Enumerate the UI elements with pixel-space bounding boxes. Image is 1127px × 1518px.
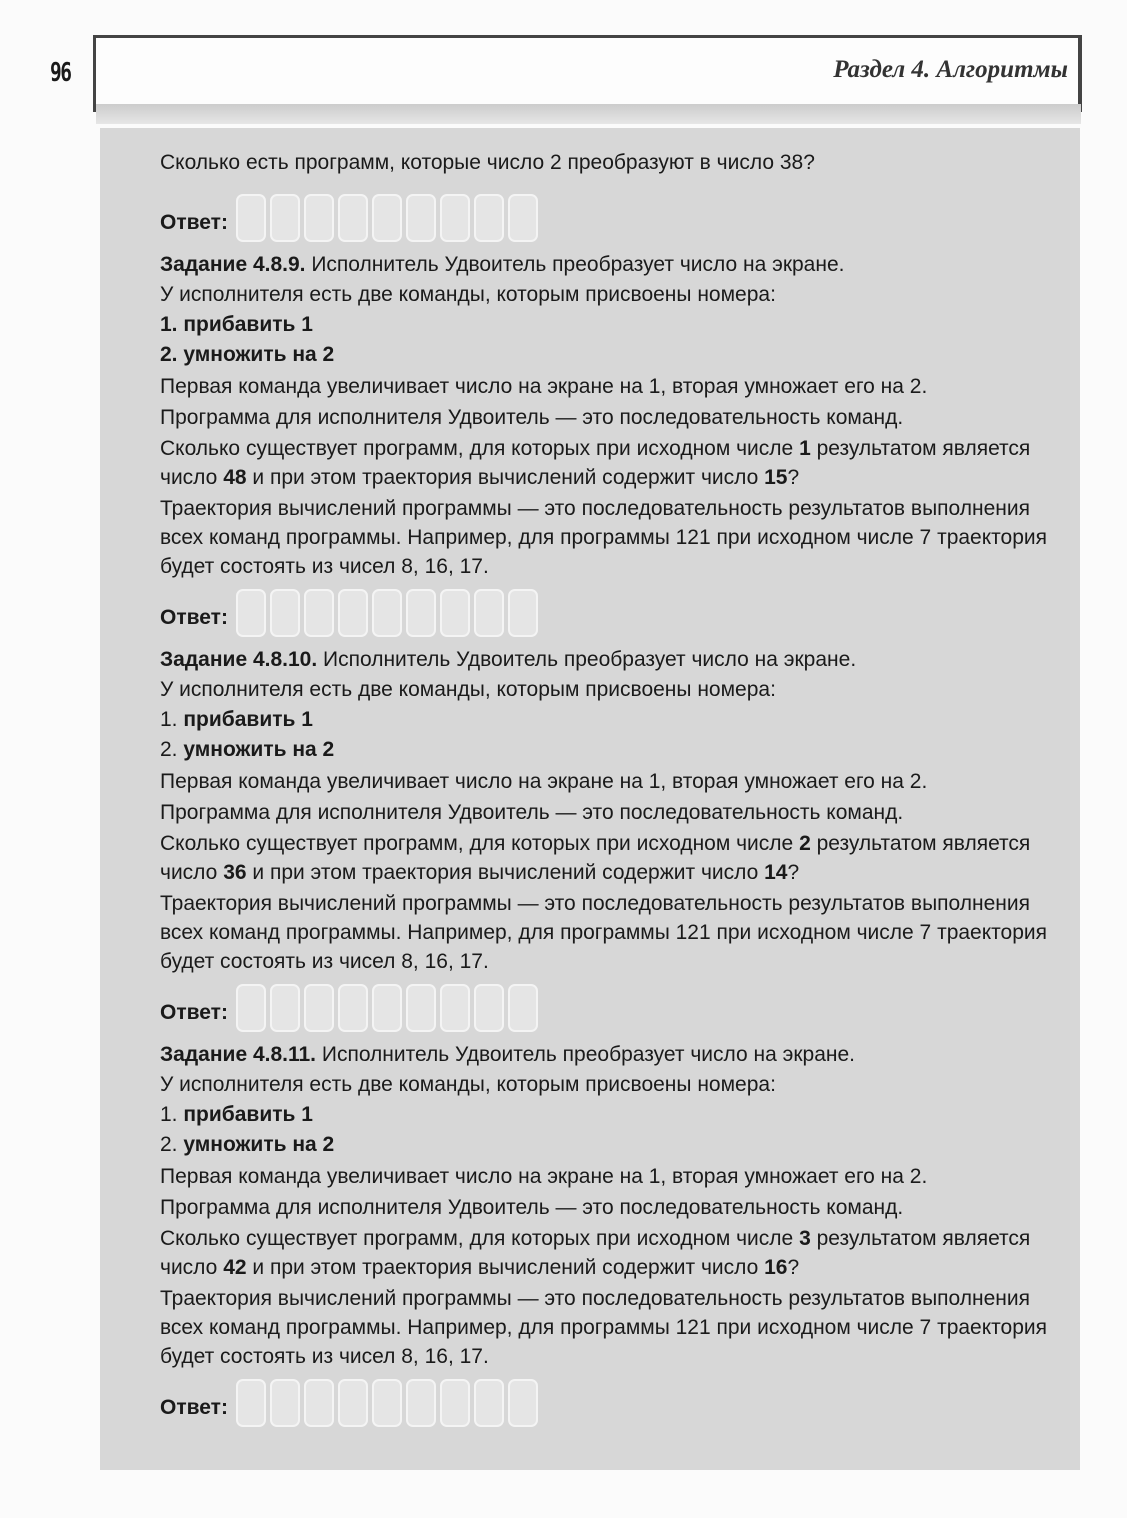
via-number: 15 (764, 466, 788, 489)
target-number: 36 (223, 861, 247, 884)
answer-row (160, 1371, 1075, 1427)
answer-cell[interactable] (270, 589, 300, 637)
task-4-8-11 (160, 1040, 1075, 1427)
task-4-8-10 (160, 645, 1075, 1032)
task-intro: Исполнитель Удвоитель преобразует число на экране. (305, 253, 845, 276)
command-add: прибавить 1 (183, 313, 313, 336)
answer-cell[interactable] (270, 1379, 300, 1427)
text-area (160, 140, 1075, 1435)
answer-cells[interactable] (236, 589, 542, 637)
question-part: ? (787, 1256, 800, 1279)
answer-cell[interactable] (508, 1379, 538, 1427)
command-multiply: умножить на 2 (183, 343, 335, 366)
answer-cell[interactable] (474, 589, 504, 637)
answer-cell[interactable] (372, 984, 402, 1032)
question-part: ? (787, 466, 800, 489)
question-part: и при этом траектория вычислений содержит число (246, 466, 765, 489)
answer-cell[interactable] (236, 984, 266, 1032)
answer-label: Ответ: (160, 1001, 228, 1024)
answer-cell[interactable] (338, 984, 368, 1032)
command-number: 1. (160, 708, 184, 731)
answer-cell[interactable] (270, 984, 300, 1032)
command-add: прибавить 1 (183, 708, 313, 731)
answer-cell[interactable] (338, 589, 368, 637)
answer-cell[interactable] (338, 194, 368, 242)
answer-cell[interactable] (406, 589, 436, 637)
answer-label: Ответ: (160, 606, 228, 629)
command-add: прибавить 1 (183, 1103, 313, 1126)
answer-row (160, 581, 1075, 637)
task-intro: Исполнитель Удвоитель преобразует число на экране. (317, 648, 857, 671)
answer-cell[interactable] (236, 194, 266, 242)
answer-row (160, 186, 1075, 242)
command-multiply: умножить на 2 (183, 1133, 335, 1156)
answer-cell[interactable] (372, 194, 402, 242)
answer-cell[interactable] (236, 589, 266, 637)
header-shadow (96, 104, 1081, 124)
answer-cell[interactable] (474, 1379, 504, 1427)
answer-cells[interactable] (236, 984, 542, 1032)
intro-question: Сколько есть программ, которые число 2 преобразуют в число 38? (160, 151, 815, 174)
command-number: 2. (160, 1133, 184, 1156)
answer-cell[interactable] (440, 589, 470, 637)
answer-cell[interactable] (406, 1379, 436, 1427)
page-number: 96 (50, 58, 71, 88)
answer-cell[interactable] (304, 589, 334, 637)
answer-cell[interactable] (304, 984, 334, 1032)
question-part: Сколько существует программ, для которых при исходном числе (160, 437, 800, 460)
answer-cell[interactable] (440, 984, 470, 1032)
answer-cell[interactable] (440, 194, 470, 242)
answer-cell[interactable] (372, 1379, 402, 1427)
answer-cells[interactable] (236, 194, 542, 242)
trajectory-definition: Траектория вычислений программы — это последовательность результатов выполнения всех команд программы. Например, для программы 121 при исходном числе 7 траектория будет состоять из чисел 8, 16, 17. (160, 1287, 1047, 1368)
answer-cell[interactable] (304, 1379, 334, 1427)
question-part: результатом является число (160, 1227, 1031, 1279)
via-number: 14 (764, 861, 788, 884)
command-description: Первая команда увеличивает число на экране на 1, вторая умножает его на 2. (160, 770, 928, 793)
answer-cell[interactable] (236, 1379, 266, 1427)
question-part: ? (787, 861, 800, 884)
answer-cell[interactable] (508, 194, 538, 242)
command-multiply: умножить на 2 (183, 738, 335, 761)
commands-intro: У исполнителя есть две команды, которым присвоены номера: (160, 1073, 776, 1096)
command-number: 2. (160, 343, 184, 366)
answer-label: Ответ: (160, 211, 228, 234)
commands-intro: У исполнителя есть две команды, которым присвоены номера: (160, 283, 776, 306)
section-header (93, 35, 1082, 112)
target-number: 48 (223, 466, 247, 489)
task-title: Задание 4.8.11. (160, 1043, 317, 1066)
trajectory-definition: Траектория вычислений программы — это последовательность результатов выполнения всех команд программы. Например, для программы 121 при исходном числе 7 траектория будет состоять из чисел 8, 16, 17. (160, 497, 1047, 578)
question-part: Сколько существует программ, для которых при исходном числе (160, 832, 800, 855)
via-number: 16 (764, 1256, 788, 1279)
answer-label: Ответ: (160, 1396, 228, 1419)
command-number: 2. (160, 738, 184, 761)
content-panel (100, 128, 1080, 1470)
command-number: 1. (160, 313, 184, 336)
start-number: 2 (799, 832, 811, 855)
answer-row (160, 976, 1075, 1032)
task-intro: Исполнитель Удвоитель преобразует число на экране. (316, 1043, 855, 1066)
answer-cell[interactable] (508, 984, 538, 1032)
task-title: Задание 4.8.9. (160, 253, 306, 276)
answer-cell[interactable] (270, 194, 300, 242)
task-question (160, 829, 1075, 887)
answer-cell[interactable] (304, 194, 334, 242)
question-part: результатом является число (160, 437, 1031, 489)
answer-cell[interactable] (372, 589, 402, 637)
task-title: Задание 4.8.10. (160, 648, 318, 671)
question-part: и при этом траектория вычислений содержит число (246, 861, 765, 884)
start-number: 3 (799, 1227, 811, 1250)
question-part: и при этом траектория вычислений содержит число (246, 1256, 765, 1279)
trajectory-definition: Траектория вычислений программы — это последовательность результатов выполнения всех команд программы. Например, для программы 121 при исходном числе 7 траектория будет состоять из чисел 8, 16, 17. (160, 892, 1047, 973)
answer-cells[interactable] (236, 1379, 542, 1427)
answer-cell[interactable] (474, 984, 504, 1032)
commands-intro: У исполнителя есть две команды, которым присвоены номера: (160, 678, 776, 701)
section-title: Раздел 4. Алгоритмы (833, 56, 1068, 83)
command-description: Первая команда увеличивает число на экране на 1, вторая умножает его на 2. (160, 375, 928, 398)
answer-cell[interactable] (474, 194, 504, 242)
program-definition: Программа для исполнителя Удвоитель — это последовательность команд. (160, 406, 904, 429)
program-definition: Программа для исполнителя Удвоитель — это последовательность команд. (160, 801, 904, 824)
answer-cell[interactable] (406, 194, 436, 242)
task-4-8-9 (160, 250, 1075, 637)
answer-cell[interactable] (338, 1379, 368, 1427)
answer-cell[interactable] (440, 1379, 470, 1427)
question-part: Сколько существует программ, для которых при исходном числе (160, 1227, 800, 1250)
start-number: 1 (799, 437, 811, 460)
command-number: 1. (160, 1103, 184, 1126)
question-part: результатом является число (160, 832, 1031, 884)
answer-cell[interactable] (508, 589, 538, 637)
task-question (160, 434, 1075, 492)
task-question (160, 1224, 1075, 1282)
command-description: Первая команда увеличивает число на экране на 1, вторая умножает его на 2. (160, 1165, 928, 1188)
program-definition: Программа для исполнителя Удвоитель — это последовательность команд. (160, 1196, 904, 1219)
target-number: 42 (223, 1256, 247, 1279)
answer-cell[interactable] (406, 984, 436, 1032)
